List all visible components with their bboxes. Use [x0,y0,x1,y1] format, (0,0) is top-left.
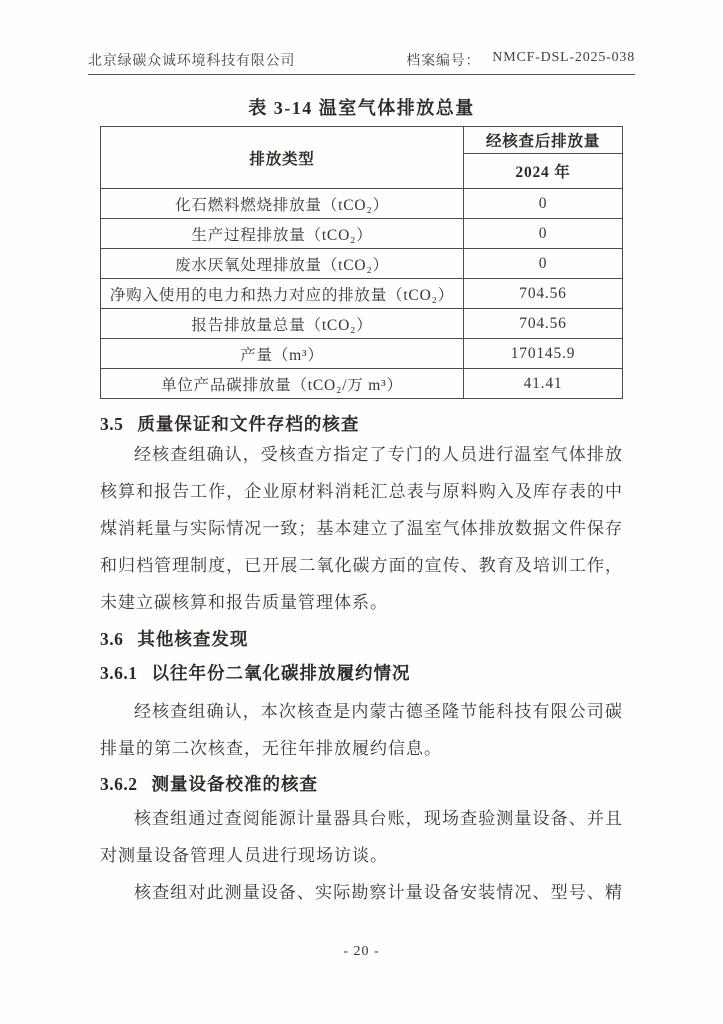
table-row [101,189,623,219]
table-title: 表 3-14 温室气体排放总量 [248,98,475,118]
page-number: - 20 - [343,944,380,959]
col-header-emission-type: 排放类型 [101,127,464,189]
section-3-5-paragraph: 经核查组确认，受核查方指定了专门的人员进行温室气体排放核算和报告工作，企业原材料消耗汇总表与原料购入及库存表的中煤消耗量与实际情况一致；基本建立了温室气体排放数据文件保存和归档管理制度，已开展二氧化碳方面的宣传、教育及培训工作，未建立碳核算和报告质量管理体系。 [100,445,623,612]
section-number: 3.5 [100,414,124,434]
section-title: 质量保证和文件存档的核查 [137,414,360,434]
page-header [88,50,635,75]
row-value: 704.56 [464,279,623,309]
row-value: 0 [464,219,623,249]
row-label: 报告排放量总量（tCO₂） [101,309,464,339]
section-number: 3.6.1 [100,663,138,683]
header-archive-number [406,50,635,70]
section-title: 测量设备校准的核查 [151,774,318,794]
col-header-year: 2024 年 [464,154,623,189]
section-heading-3-6 [100,626,623,651]
header-company-name: 北京绿碳众诚环境科技有限公司 [88,54,296,69]
section-heading-3-6-1 [100,660,623,685]
section-heading-3-6-2 [100,771,623,796]
archive-label: 档案编号： [406,54,481,69]
row-label: 化石燃料燃烧排放量（tCO₂） [101,189,464,219]
table-header-row [101,127,623,154]
section-3-6-2-paragraph-1: 核查组通过查阅能源计量器具台账，现场查验测量设备、并且对测量设备管理人员进行现场访谈。 [100,809,623,865]
row-label: 生产过程排放量（tCO₂） [101,219,464,249]
row-value: 0 [464,249,623,279]
section-number: 3.6.2 [100,774,138,794]
section-title: 以往年份二氧化碳排放履约情况 [151,663,411,683]
table-row [101,279,623,309]
table-row [101,369,623,399]
archive-value: NMCF-DSL-2025-038 [492,50,635,65]
section-3-6-1-paragraph: 经核查组确认，本次核查是内蒙古德圣隆节能科技有限公司碳排量的第二次核查，无往年排放履约信息。 [100,702,623,758]
emissions-table [100,126,623,399]
row-value: 704.56 [464,309,623,339]
table-row [101,249,623,279]
section-3-6-2-paragraph-2: 核查组对此测量设备、实际勘察计量设备安装情况、型号、精 [134,883,623,902]
row-label: 单位产品碳排放量（tCO₂/万 m³） [101,369,464,399]
table-row [101,339,623,369]
row-label: 净购入使用的电力和热力对应的排放量（tCO₂） [101,279,464,309]
table-row [101,219,623,249]
section-number: 3.6 [100,629,124,649]
col-header-verified-emissions: 经核查后排放量 [464,127,623,154]
section-title: 其他核查发现 [137,629,249,649]
table-row [101,309,623,339]
row-label: 废水厌氧处理排放量（tCO₂） [101,249,464,279]
row-value: 41.41 [464,369,623,399]
row-value: 170145.9 [464,339,623,369]
row-label: 产量（m³） [101,339,464,369]
section-heading-3-5 [100,411,623,436]
row-value: 0 [464,189,623,219]
